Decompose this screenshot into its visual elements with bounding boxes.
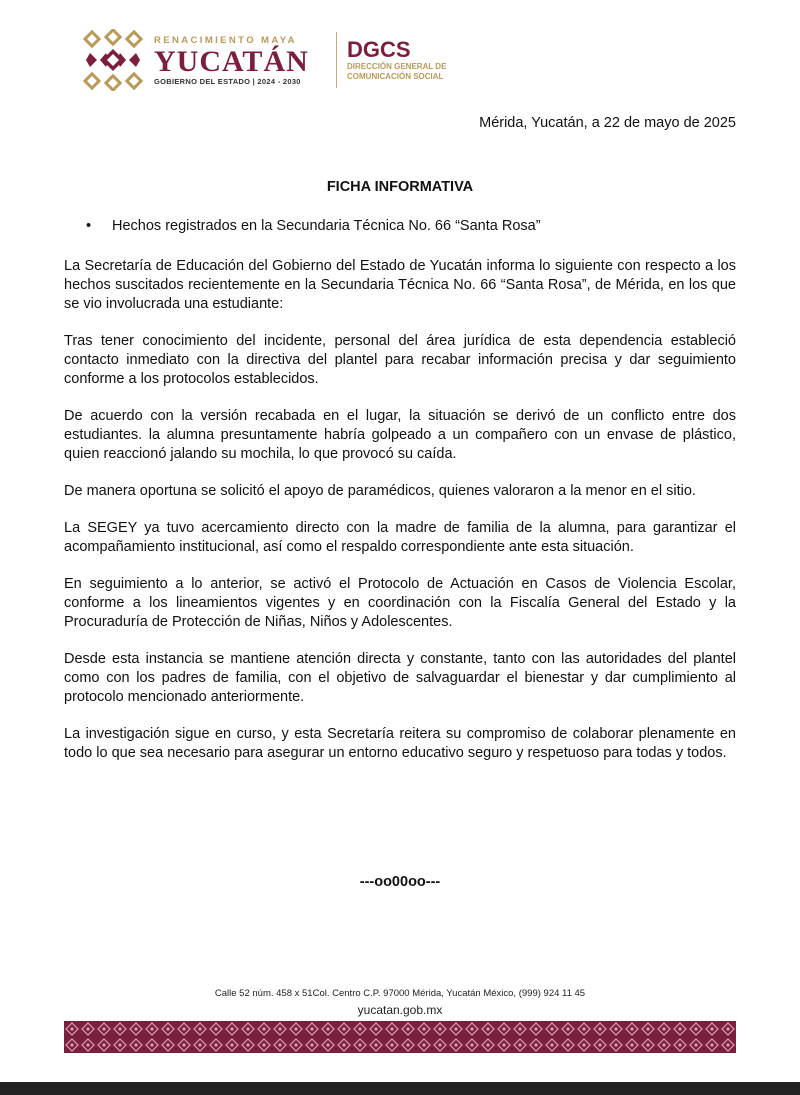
bullet-dot-icon: •	[86, 218, 92, 234]
dgcs-logo: DGCS	[347, 37, 411, 62]
subject-bullet	[86, 218, 541, 234]
paragraph: En seguimiento a lo anterior, se activó el Protocolo de Actuación en Casos de Violencia Escolar, conforme a los lineamientos vigentes y en coordinación con la Fiscalía General del Estado y la Procuraduría de Protección de Niñas, Niños y Adolescentes.	[64, 576, 736, 630]
paragraph: De manera oportuna se solicitó el apoyo de paramédicos, quienes valoraron a la menor en el sitio.	[64, 483, 696, 499]
paragraph: Desde esta instancia se mantiene atención directa y constante, tanto con las autoridades del plantel como con los padres de familia, con el objetivo de salvaguardar el bienestar y dar cumplimiento al protocolo mencionado anteriormente.	[64, 651, 736, 705]
paragraph: De acuerdo con la versión recabada en el lugar, la situación se derivó de un conflicto entre dos estudiantes. la alumna presuntamente habría golpeado a un compañero con un envase de plástico, quien reaccionó jalando su mochila, lo que provocó su caída.	[64, 408, 736, 462]
closing-mark: ---oo00oo---	[359, 874, 441, 890]
dgcs-line1: DIRECCIÓN GENERAL DE	[347, 62, 447, 71]
paragraph: La Secretaría de Educación del Gobierno del Estado de Yucatán informa lo siguiente con respecto a los hechos suscitados recientemente en la Secundaria Técnica No. 66 “Santa Rosa”, de Mérida, en los que se vio involucrada una estudiante:	[64, 258, 736, 312]
document-title: FICHA INFORMATIVA	[326, 179, 474, 195]
document-date: Mérida, Yucatán, a 22 de mayo de 2025	[479, 115, 736, 131]
letterhead	[82, 28, 446, 92]
document-body	[64, 257, 736, 781]
header-divider	[336, 32, 337, 88]
footer-address: Calle 52 núm. 458 x 51Col. Centro C.P. 97000 Mérida, Yucatán México, (999) 924 11 45	[214, 988, 586, 999]
bottom-bar	[0, 1082, 800, 1095]
subject-text: Hechos registrados en la Secundaria Técnica No. 66 “Santa Rosa”	[112, 218, 541, 234]
brand-subtitle: GOBIERNO DEL ESTADO | 2024 - 2030	[154, 76, 301, 86]
dgcs-line2: COMUNICACIÓN SOCIAL	[347, 72, 444, 81]
paragraph: La SEGEY ya tuvo acercamiento directo con la madre de familia de la alumna, para garantizar el acompañamiento institucional, así como el respaldo correspondiente ante esta situación.	[64, 520, 736, 555]
brand-name: YUCATÁN	[154, 44, 309, 78]
paragraph: Tras tener conocimiento del incidente, personal del área jurídica de esta dependencia estableció contacto inmediato con la directiva del plantel para recabar información precisa y dar seguimiento conforme a los protocolos establecidos.	[64, 333, 736, 387]
brand-tagline: RENACIMIENTO MAYA	[154, 34, 297, 46]
footer-website: yucatan.gob.mx	[357, 1003, 443, 1017]
decorative-pattern-band	[64, 1021, 736, 1053]
paragraph: La investigación sigue en curso, y esta Secretaría reitera su compromiso de colaborar plenamente en todo lo que sea necesario para asegurar un entorno educativo seguro y respetuoso para todas y todos.	[64, 726, 736, 761]
yucatan-emblem-icon	[82, 29, 144, 91]
